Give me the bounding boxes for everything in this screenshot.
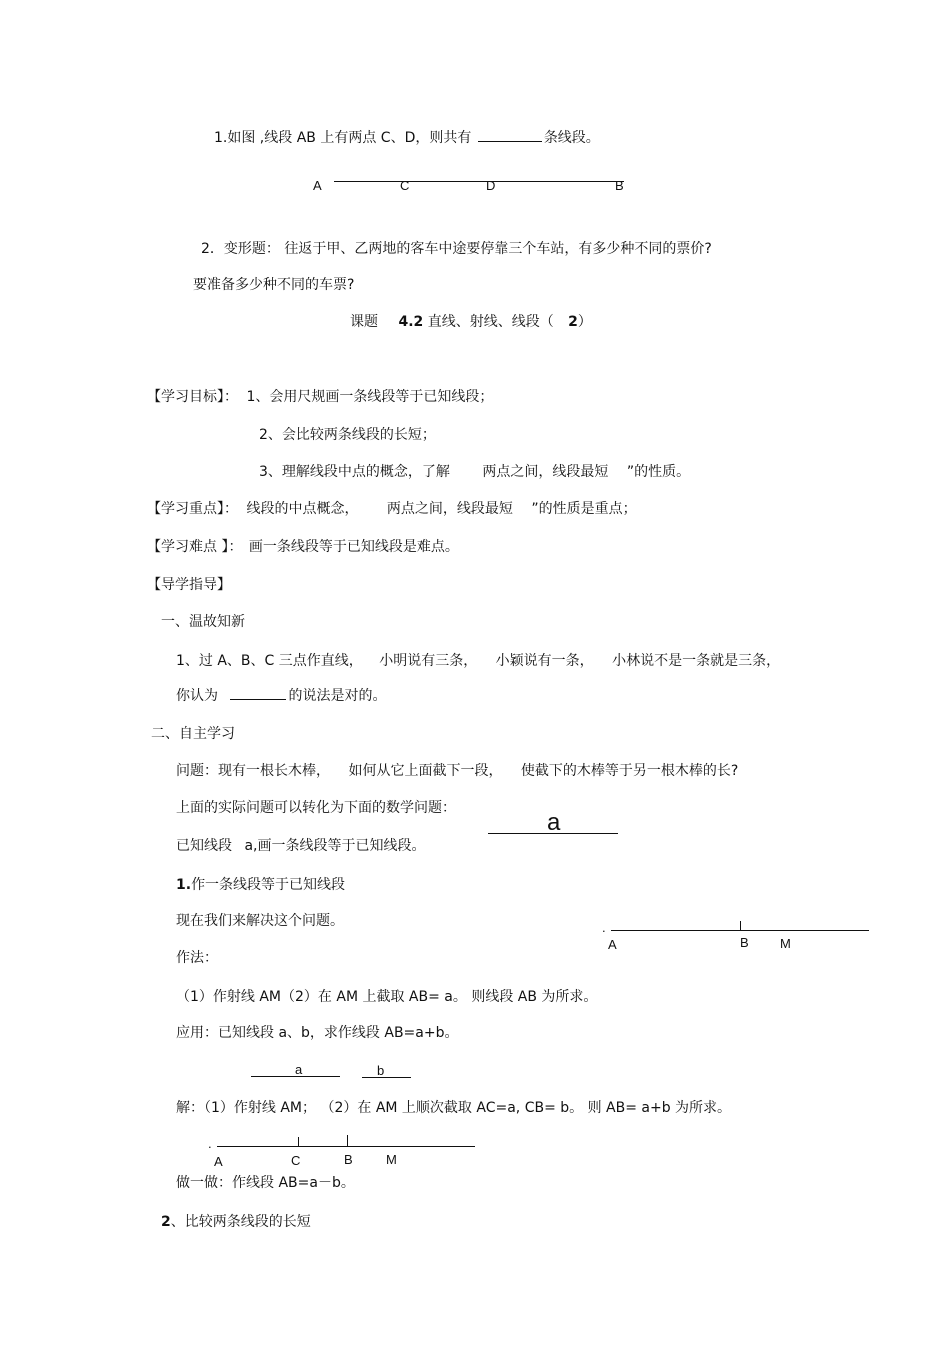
review-line1-d: 小林说不是一条就是三条， <box>612 653 781 669</box>
sub1-title: 作一条线段等于已知线段 <box>191 877 346 893</box>
q1-label-b: B <box>615 178 624 193</box>
goals-item1: 1、会用尺规画一条线段等于已知线段； <box>246 389 494 405</box>
lesson-title-part: 2 <box>568 314 578 330</box>
q1-segment-ab <box>334 181 624 182</box>
ray2-tick-b <box>347 1135 348 1146</box>
known-b: a,画一条线段等于已知线段。 <box>244 838 426 854</box>
q1-text-a: 1.如图 ,线段 AB 上有两点 C、D，则共有 <box>214 130 472 146</box>
problem-a: 问题：现有一根长木棒， <box>176 763 330 779</box>
review-line2-a: 你认为 <box>176 688 218 704</box>
ray2-tick-c <box>298 1137 299 1146</box>
ray2-label-c: C <box>291 1153 301 1168</box>
q1-label-d: D <box>486 178 496 193</box>
known-line <box>176 837 425 855</box>
key-points <box>147 500 637 518</box>
steps-line: （1）作射线 AM（2）在 AM 上截取 AB= a。 则线段 AB 为所求。 <box>176 989 598 1005</box>
lesson-title-close: ） <box>577 314 592 330</box>
apply-segment-b-label: b <box>377 1063 385 1078</box>
difficulty <box>147 538 459 556</box>
ray1-label-b: B <box>740 935 749 950</box>
goals-line1 <box>147 388 493 406</box>
review-line1-b: 小明说有三条， <box>379 653 478 669</box>
goals-item3 <box>259 463 690 481</box>
review-line2 <box>176 687 386 705</box>
ray1-line <box>611 930 869 931</box>
ray1-label-m: M <box>780 936 791 951</box>
q1-label-c: C <box>400 178 410 193</box>
ray1-label-a: A <box>608 937 617 952</box>
q1-text <box>214 129 600 147</box>
review-line2-b: 的说法是对的。 <box>288 688 387 704</box>
known-segment-a-label: a <box>547 809 561 836</box>
ray2-line <box>217 1146 475 1147</box>
lesson-title-prefix: 课题 <box>350 314 378 330</box>
q2-line2: 要准备多少种不同的车票? <box>193 277 355 293</box>
apply-segment-b <box>362 1077 411 1078</box>
lesson-title <box>350 313 592 331</box>
difficulty-text: 画一条线段等于已知线段是难点。 <box>248 539 459 555</box>
review-line1-c: 小颖说有一条， <box>495 653 594 669</box>
guide-heading: 【导学指导】 <box>147 577 231 593</box>
ray2-label-a: A <box>214 1154 223 1169</box>
goals-label: 【学习目标】： <box>147 389 238 405</box>
q1-answer-blank[interactable] <box>478 129 542 142</box>
q2-line1: 2．变形题： 往返于甲、乙两地的客车中途要停靠三个车站，有多少种不同的票价? <box>201 241 712 257</box>
goals-item3-c: ”的性质。 <box>626 464 691 480</box>
lesson-title-name: 直线、射线、线段（ <box>427 314 554 330</box>
sub1-heading <box>176 876 345 894</box>
q1-label-a: A <box>313 178 322 193</box>
key-points-text-b: 两点之间，线段最短 <box>386 501 513 517</box>
difficulty-label: 【学习难点 】： <box>147 539 243 555</box>
apply-segment-a-label: a <box>295 1062 303 1077</box>
key-points-text-c: ”的性质是重点； <box>531 501 637 517</box>
problem-b: 如何从它上面截下一段， <box>348 763 503 779</box>
now-line: 现在我们来解决这个问题。 <box>176 913 344 929</box>
apply-line: 应用：已知线段 a、b，求作线段 AB=a+b。 <box>176 1025 459 1041</box>
sub1-num: 1. <box>176 877 192 893</box>
known-a: 已知线段 <box>176 838 232 854</box>
ray1-tick-b <box>740 921 741 930</box>
convert-line: 上面的实际问题可以转化为下面的数学问题： <box>176 800 456 816</box>
ray2-dot: . <box>208 1136 212 1151</box>
section2-heading <box>161 1213 311 1231</box>
key-points-label: 【学习重点】： <box>147 501 238 517</box>
review-answer-blank[interactable] <box>230 687 286 700</box>
review-heading: 一、温故知新 <box>161 614 245 630</box>
goals-item2: 2、会比较两条线段的长短； <box>259 427 436 443</box>
problem-c: 使截下的木棒等于另一根木棒的长? <box>520 763 739 779</box>
review-line1 <box>176 652 780 670</box>
goals-item3-b: 两点之间，线段最短 <box>482 464 609 480</box>
section2-title: 、比较两条线段的长短 <box>170 1214 311 1230</box>
problem-line <box>176 762 738 780</box>
solution-line: 解：（1）作射线 AM； （2）在 AM 上顺次截取 AC=a, CB= b。 则 AB= a+b 为所求。 <box>176 1100 732 1116</box>
key-points-text-a: 线段的中点概念， <box>246 501 359 517</box>
lesson-title-number: 4.2 <box>398 314 424 330</box>
review-line1-a: 1、过 A、B、C 三点作直线， <box>176 653 363 669</box>
ray1-dot: . <box>602 920 606 935</box>
section2-num: 2 <box>161 1214 171 1230</box>
goals-item3-a: 3、理解线段中点的概念，了解 <box>259 464 450 480</box>
method-line: 作法： <box>176 950 218 966</box>
try-line: 做一做：作线段 AB=a－b。 <box>176 1175 355 1191</box>
ray2-label-m: M <box>386 1152 397 1167</box>
self-study-heading: 二、自主学习 <box>151 726 235 742</box>
q1-text-b: 条线段。 <box>543 130 600 146</box>
ray2-label-b: B <box>344 1152 353 1167</box>
